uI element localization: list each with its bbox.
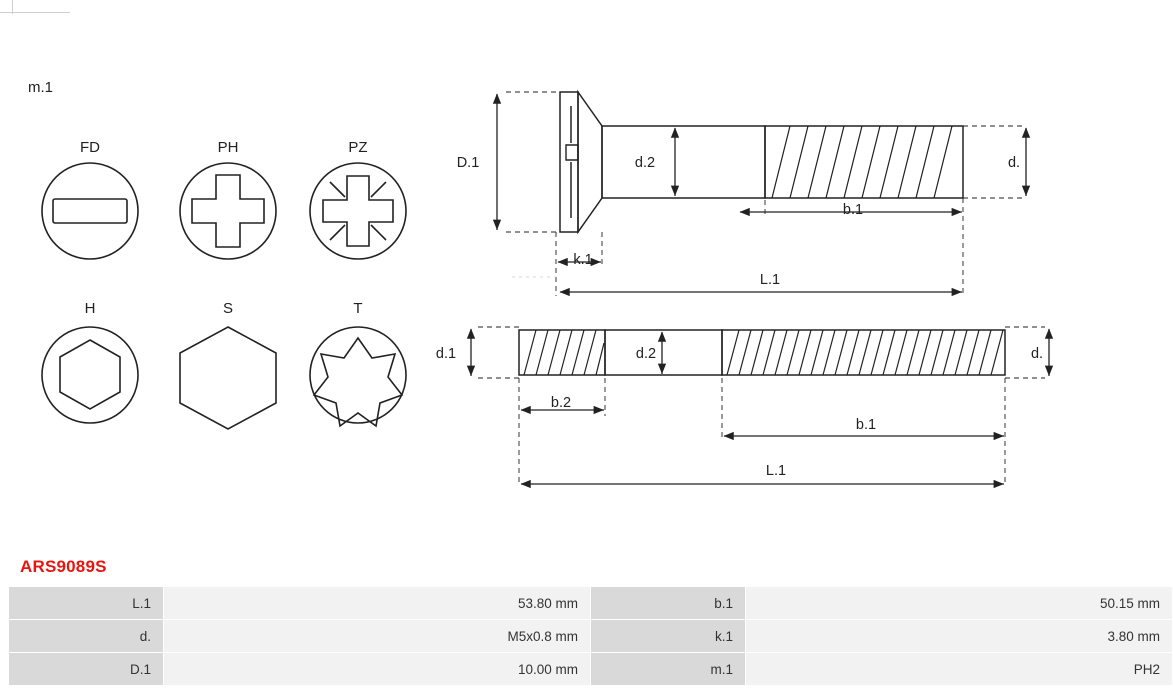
spec-key: L.1: [9, 587, 164, 620]
dim-label-L1-stud: L.1: [765, 463, 787, 479]
dim-label-k1: k.1: [573, 252, 593, 268]
t-head-icon: [310, 327, 406, 423]
dim-label-d1-stud: d.1: [435, 346, 457, 362]
s-head-icon: [180, 327, 276, 429]
spec-key: k.1: [591, 620, 746, 653]
dim-label-d: d.: [1007, 155, 1021, 171]
specifications-table: [8, 586, 1173, 686]
dim-label-D1: D.1: [456, 155, 480, 171]
spec-value: 53.80 mm: [164, 587, 591, 620]
pz-head-icon: [310, 163, 406, 259]
spec-value: M5x0.8 mm: [164, 620, 591, 653]
spec-value: PH2: [746, 653, 1173, 686]
head-type-label-s: S: [222, 300, 233, 317]
spec-key: d.: [9, 620, 164, 653]
ph-head-icon: [180, 163, 276, 259]
table-row: [9, 653, 1173, 686]
table-row: [9, 620, 1173, 653]
head-type-label-pz: PZ: [348, 139, 368, 156]
spec-key: m.1: [591, 653, 746, 686]
dim-label-d-stud: d.: [1030, 346, 1044, 362]
spec-value: 50.15 mm: [746, 587, 1173, 620]
dim-label-b1: b.1: [842, 202, 864, 218]
part-number: ARS9089S: [20, 557, 107, 576]
dim-label-b2-stud: b.2: [550, 395, 572, 411]
stud-drawing: [519, 330, 1005, 375]
spec-value: 10.00 mm: [164, 653, 591, 686]
dim-label-d2-stud: d.2: [635, 346, 657, 362]
screw-drawing: [560, 92, 963, 232]
dim-label-b1-stud: b.1: [855, 417, 877, 433]
diagram-label-m1: m.1: [28, 79, 54, 96]
head-type-label-ph: PH: [217, 139, 239, 156]
spec-key: D.1: [9, 653, 164, 686]
fd-head-icon: [42, 163, 138, 259]
spec-key: b.1: [591, 587, 746, 620]
head-type-label-t: T: [353, 300, 363, 317]
dim-label-d2: d.2: [634, 155, 656, 171]
spec-value: 3.80 mm: [746, 620, 1173, 653]
dim-label-L1: L.1: [759, 272, 781, 288]
table-row: [9, 587, 1173, 620]
head-type-label-h: H: [84, 300, 96, 317]
head-type-label-fd: FD: [80, 139, 100, 156]
